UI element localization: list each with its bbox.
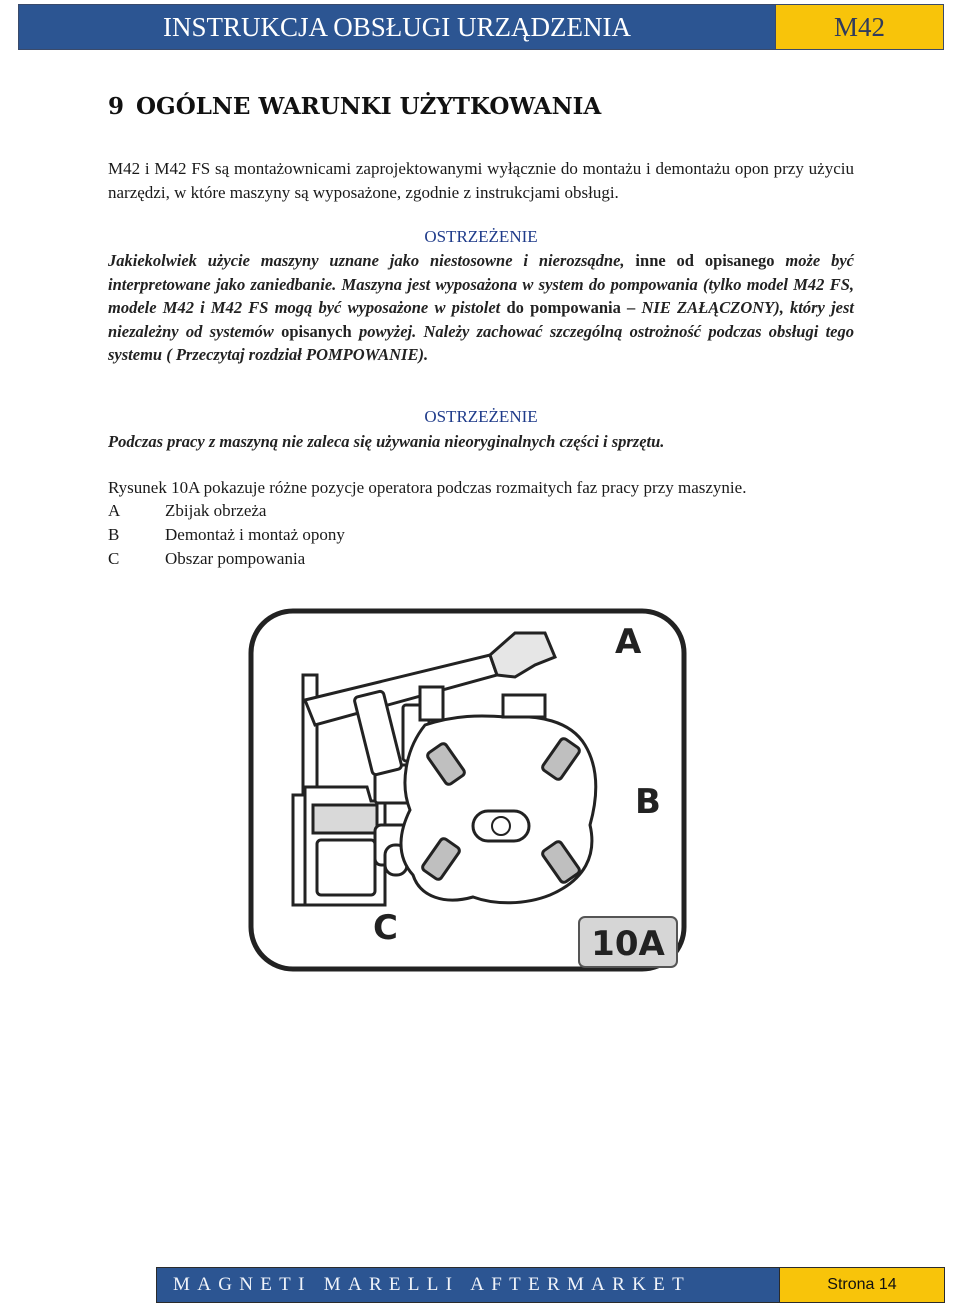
warning-title-2: OSTRZEŻENIE — [424, 407, 538, 426]
warning-text-2: Podczas pracy z maszyną nie zaleca się używania nieoryginalnych części i sprzętu. — [108, 432, 665, 451]
label-b: B — [635, 782, 661, 822]
label-c: C — [373, 908, 398, 948]
warning1-part2: inne od opisanego — [624, 251, 786, 270]
figure-legend — [108, 499, 345, 571]
page-header — [18, 4, 944, 50]
legend-label: Zbijak obrzeża — [165, 501, 267, 520]
warning1-part7: powyżej. Należy zachować szczególną ostrożność podczas obsługi tego systemu ( Przeczytaj rozdział POMPOWANIE). — [108, 321, 854, 364]
warning1-part3: może być interpretowane jako zaniedbanie. Maszyna jest wyposażona w system do pompowania (tylko model M42 FS, modele M42 i M42 FS mogą być wyposażone w pistolet — [108, 251, 854, 317]
intro-paragraph: M42 i M42 FS są montażownicami zaprojektowanymi wyłącznie do montażu i demontażu opon przy użyciu narzędzi, w które maszyny są wyposażone, zgodnie z instrukcjami obsługi. — [108, 159, 854, 202]
warning1-part6: opisanych — [273, 321, 359, 341]
legend-key: B — [108, 525, 120, 544]
section-heading — [108, 93, 601, 120]
label-a: A — [615, 622, 642, 662]
warning1-part5: – NIE ZAŁĄCZONY), który jest niezależny od systemów — [108, 298, 854, 341]
legend-item — [108, 499, 345, 523]
document-title: INSTRUKCJA OBSŁUGI URZĄDZENIA — [19, 5, 776, 49]
legend-label: Demontaż i montaż opony — [165, 525, 345, 544]
page-footer — [156, 1267, 945, 1303]
legend-label: Obszar pompowania — [165, 549, 306, 568]
turntable — [401, 695, 596, 903]
warning-text-1 — [108, 249, 854, 367]
warning1-part4: do pompowania — [506, 298, 621, 317]
footer-brand: MAGNETI MARELLI AFTERMARKET — [157, 1268, 779, 1302]
figure-caption: 10A — [591, 924, 665, 964]
section-title: OGÓLNE WARUNKI UŻYTKOWANIA — [136, 93, 602, 120]
section-number: 9 — [108, 93, 125, 120]
figure-intro: Rysunek 10A pokazuje różne pozycje operatora podczas rozmaitych faz pracy przy maszynie. — [108, 478, 747, 497]
machine-figure-10a — [245, 605, 690, 975]
legend-item — [108, 523, 345, 547]
legend-key: A — [108, 501, 121, 520]
warning-title-1: OSTRZEŻENIE — [424, 227, 538, 246]
warning1-part1: Jakiekolwiek użycie maszyny uznane jako niestosowne i nierozsądne, — [108, 251, 625, 270]
legend-key: C — [108, 549, 120, 568]
legend-item — [108, 547, 345, 571]
model-name: M42 — [776, 5, 943, 49]
page-number: Strona 14 — [779, 1268, 944, 1302]
